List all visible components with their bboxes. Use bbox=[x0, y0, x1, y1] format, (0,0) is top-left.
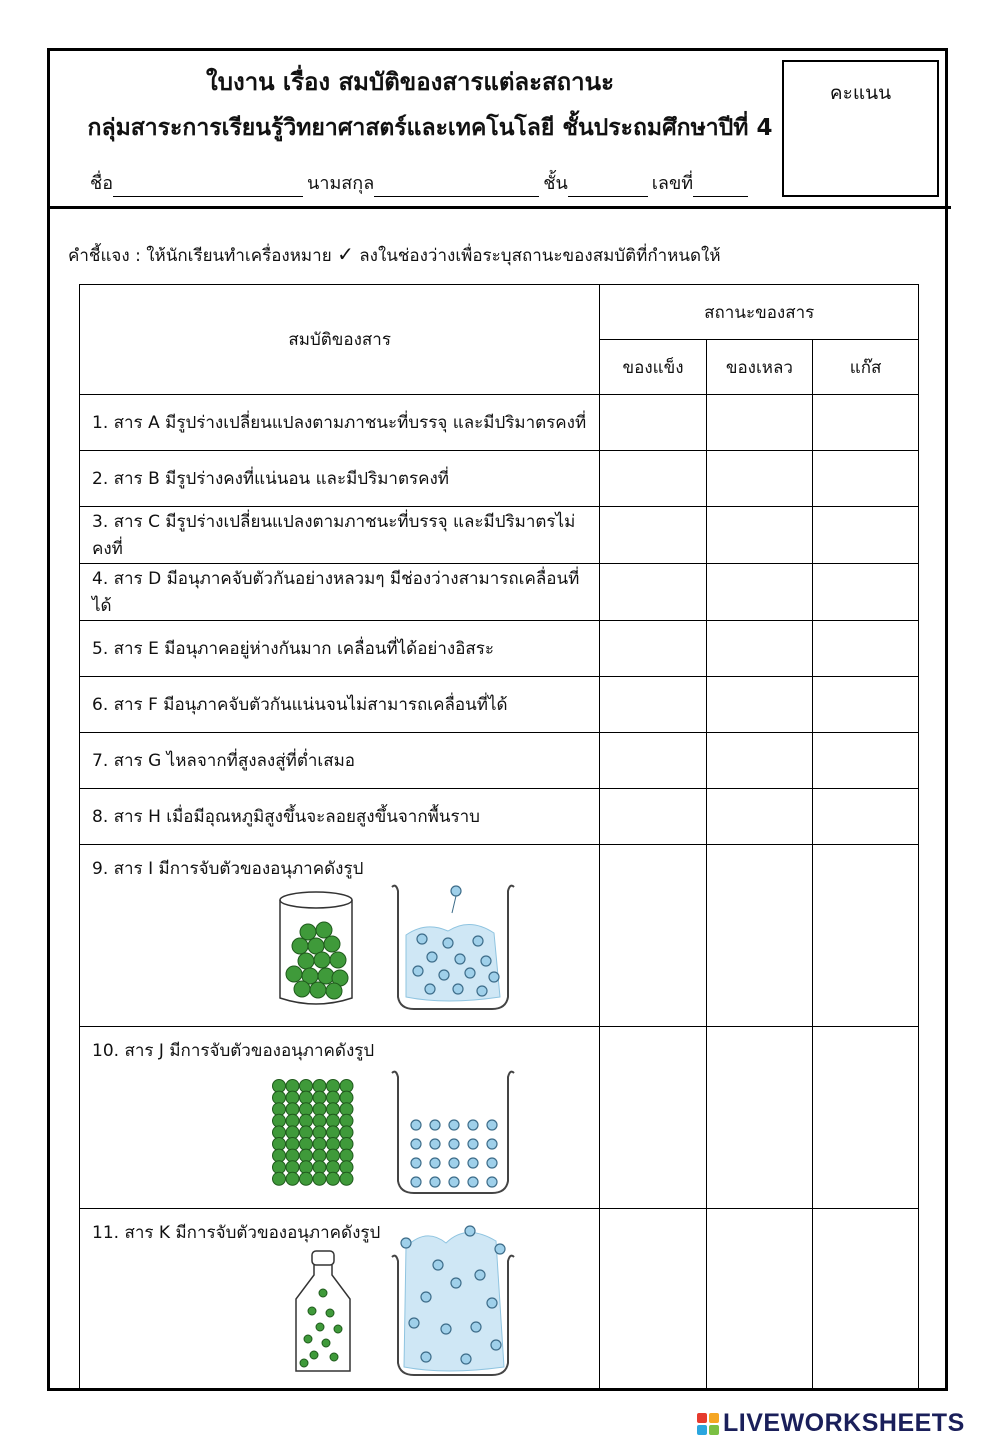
table-row bbox=[80, 564, 919, 621]
solid-particle bbox=[300, 1161, 313, 1174]
row-9-liquid-cell[interactable] bbox=[706, 845, 812, 1027]
solid-particle bbox=[340, 1172, 353, 1185]
liquid-particle bbox=[430, 1177, 440, 1187]
solid-particle bbox=[327, 1126, 340, 1139]
liquid-particle bbox=[468, 1177, 478, 1187]
solid-particle bbox=[313, 1091, 326, 1104]
table-row bbox=[80, 677, 919, 733]
row-10-text: 10. สาร J มีการจับตัวของอนุภาคดังรูป bbox=[92, 1041, 375, 1061]
row-3-gas-cell[interactable] bbox=[813, 507, 919, 564]
row-9-solid-cell[interactable] bbox=[600, 845, 706, 1027]
liquid-particle bbox=[487, 1158, 497, 1168]
solid-particle bbox=[327, 1172, 340, 1185]
score-box[interactable] bbox=[782, 60, 939, 197]
row-8-gas-cell[interactable] bbox=[813, 789, 919, 845]
row-2-liquid-cell[interactable] bbox=[706, 451, 812, 507]
solid-particle bbox=[340, 1138, 353, 1151]
solid-particle bbox=[313, 1161, 326, 1174]
jar-loose-particles-image bbox=[276, 890, 356, 1008]
table-row bbox=[80, 789, 919, 845]
solid-particle bbox=[273, 1126, 286, 1139]
table-row bbox=[80, 1027, 919, 1209]
solid-particle bbox=[273, 1149, 286, 1162]
class-label: ชั้น bbox=[543, 173, 568, 194]
number-label: เลขที่ bbox=[651, 173, 694, 194]
gas-header: แก๊ส bbox=[813, 340, 919, 395]
header-divider bbox=[47, 206, 951, 209]
solid-particle bbox=[313, 1126, 326, 1139]
student-info-fields bbox=[90, 168, 752, 197]
row-6-text: 6. สาร F มีอนุภาคจับตัวกันแน่นจนไม่สามารถเคลื่อนที่ได้ bbox=[80, 677, 600, 733]
row-5-solid-cell[interactable] bbox=[600, 621, 706, 677]
solid-particle bbox=[327, 1138, 340, 1151]
liquid-particle bbox=[487, 1120, 497, 1130]
worksheet-title: ใบงาน เรื่อง สมบัติของสารแต่ละสถานะ bbox=[206, 68, 614, 96]
liquid-particle bbox=[411, 1177, 421, 1187]
solid-particle bbox=[313, 1172, 326, 1185]
liquid-particle bbox=[430, 1158, 440, 1168]
table-row bbox=[80, 733, 919, 789]
row-3-solid-cell[interactable] bbox=[600, 507, 706, 564]
row-6-solid-cell[interactable] bbox=[600, 677, 706, 733]
liquid-particle bbox=[449, 1177, 459, 1187]
solid-particle bbox=[286, 1103, 299, 1116]
row-1-text: 1. สาร A มีรูปร่างเปลี่ยนแปลงตามภาชนะที่บรรจุ และมีปริมาตรคงที่ bbox=[80, 395, 600, 451]
liquid-particle bbox=[449, 1158, 459, 1168]
row-4-text: 4. สาร D มีอนุภาคจับตัวกันอย่างหลวมๆ มีช่องว่างสามารถเคลื่อนที่ได้ bbox=[80, 564, 600, 621]
solid-particle bbox=[340, 1114, 353, 1127]
solid-particle bbox=[273, 1161, 286, 1174]
solid-particle bbox=[273, 1080, 286, 1093]
state-header: สถานะของสาร bbox=[600, 285, 919, 340]
worksheet-subtitle: กลุ่มสาระการเรียนรู้วิทยาศาสตร์และเทคโนโลยี ชั้นประถมศึกษาปีที่ 4 bbox=[87, 115, 773, 141]
table-row bbox=[80, 395, 919, 451]
table-row bbox=[80, 621, 919, 677]
liquid-particle bbox=[468, 1139, 478, 1149]
solid-particle bbox=[273, 1138, 286, 1151]
liquid-particle bbox=[411, 1120, 421, 1130]
liquid-particle bbox=[449, 1139, 459, 1149]
solid-particle bbox=[300, 1138, 313, 1151]
solid-header: ของแข็ง bbox=[600, 340, 706, 395]
name-label: ชื่อ bbox=[90, 173, 114, 194]
liquid-particle bbox=[430, 1120, 440, 1130]
liquid-particle bbox=[430, 1139, 440, 1149]
row-11-solid-cell[interactable] bbox=[600, 1209, 706, 1391]
row-2-gas-cell[interactable] bbox=[813, 451, 919, 507]
row-4-liquid-cell[interactable] bbox=[706, 564, 812, 621]
class-field[interactable] bbox=[568, 178, 648, 197]
solid-particle bbox=[340, 1080, 353, 1093]
solid-particle bbox=[340, 1126, 353, 1139]
solid-particle bbox=[300, 1149, 313, 1162]
solid-particle bbox=[300, 1080, 313, 1093]
liquid-particle bbox=[487, 1139, 497, 1149]
instruction-text-before: คำชี้แจง : ให้นักเรียนทำเครื่องหมาย bbox=[68, 246, 332, 266]
solid-particle bbox=[286, 1138, 299, 1151]
solid-particle bbox=[313, 1103, 326, 1116]
solid-particle bbox=[327, 1114, 340, 1127]
solid-particle bbox=[286, 1149, 299, 1162]
row-5-gas-cell[interactable] bbox=[813, 621, 919, 677]
liquid-particle bbox=[449, 1120, 459, 1130]
table-row bbox=[80, 507, 919, 564]
solid-particle bbox=[340, 1103, 353, 1116]
bottle-particles-image bbox=[290, 1249, 356, 1375]
solid-particle bbox=[327, 1080, 340, 1093]
liquid-header: ของเหลว bbox=[706, 340, 812, 395]
row-11-gas-cell[interactable] bbox=[813, 1209, 919, 1391]
beaker-ordered-particles-image bbox=[386, 1063, 520, 1197]
solid-particle bbox=[313, 1114, 326, 1127]
surname-field[interactable] bbox=[374, 178, 539, 197]
packed-solid-particles-image bbox=[272, 1079, 354, 1187]
table-row bbox=[80, 1209, 919, 1391]
solid-particle bbox=[313, 1080, 326, 1093]
row-6-liquid-cell[interactable] bbox=[706, 677, 812, 733]
row-7-text: 7. สาร G ไหลจากที่สูงลงสู่ที่ต่ำเสมอ bbox=[80, 733, 600, 789]
row-5-text: 5. สาร E มีอนุภาคอยู่ห่างกันมาก เคลื่อนที่ได้อย่างอิสระ bbox=[80, 621, 600, 677]
row-3-text: 3. สาร C มีรูปร่างเปลี่ยนแปลงตามภาชนะที่บรรจุ และมีปริมาตรไม่คงที่ bbox=[80, 507, 600, 564]
row-8-liquid-cell[interactable] bbox=[706, 789, 812, 845]
row-2-text: 2. สาร B มีรูปร่างคงที่แน่นอน และมีปริมาตรคงที่ bbox=[80, 451, 600, 507]
row-1-gas-cell[interactable] bbox=[813, 395, 919, 451]
solid-particle bbox=[327, 1149, 340, 1162]
solid-particle bbox=[300, 1172, 313, 1185]
solid-particle bbox=[327, 1161, 340, 1174]
solid-particle bbox=[300, 1103, 313, 1116]
liquid-particle bbox=[411, 1139, 421, 1149]
row-8-solid-cell[interactable] bbox=[600, 789, 706, 845]
instruction bbox=[68, 242, 721, 269]
properties-table bbox=[79, 284, 919, 1391]
row-4-gas-cell[interactable] bbox=[813, 564, 919, 621]
solid-particle bbox=[286, 1091, 299, 1104]
solid-particle bbox=[327, 1103, 340, 1116]
solid-particle bbox=[273, 1091, 286, 1104]
brand-text: LIVEWORKSHEETS bbox=[723, 1409, 965, 1437]
solid-particle bbox=[300, 1091, 313, 1104]
liveworksheets-logo bbox=[697, 1409, 965, 1438]
row-1-liquid-cell[interactable] bbox=[706, 395, 812, 451]
liquid-particle bbox=[468, 1158, 478, 1168]
row-6-gas-cell[interactable] bbox=[813, 677, 919, 733]
solid-particle bbox=[327, 1091, 340, 1104]
row-7-gas-cell[interactable] bbox=[813, 733, 919, 789]
solid-particle bbox=[340, 1091, 353, 1104]
solid-particle bbox=[273, 1114, 286, 1127]
table-row bbox=[80, 451, 919, 507]
solid-particle bbox=[273, 1172, 286, 1185]
solid-particle bbox=[286, 1161, 299, 1174]
row-10-liquid-cell[interactable] bbox=[706, 1027, 812, 1209]
row-10-gas-cell[interactable] bbox=[813, 1027, 919, 1209]
property-header: สมบัติของสาร bbox=[80, 285, 600, 395]
liquid-particle bbox=[411, 1158, 421, 1168]
row-3-liquid-cell[interactable] bbox=[706, 507, 812, 564]
solid-particle bbox=[286, 1080, 299, 1093]
row-4-solid-cell[interactable] bbox=[600, 564, 706, 621]
row-8-text: 8. สาร H เมื่อมีอุณหภูมิสูงขึ้นจะลอยสูงขึ้นจากพื้นราบ bbox=[80, 789, 600, 845]
row-7-solid-cell[interactable] bbox=[600, 733, 706, 789]
instruction-text-after: ลงในช่องว่างเพื่อระบุสถานะของสมบัติที่กำหนดให้ bbox=[359, 246, 721, 266]
check-mark-icon: ✓ bbox=[337, 242, 354, 266]
solid-particle bbox=[300, 1126, 313, 1139]
row-11-liquid-cell[interactable] bbox=[706, 1209, 812, 1391]
solid-particle bbox=[273, 1103, 286, 1116]
beaker-gas-particles-image bbox=[386, 1217, 520, 1379]
liquid-particle bbox=[468, 1120, 478, 1130]
number-field[interactable] bbox=[693, 178, 748, 197]
solid-particle bbox=[286, 1126, 299, 1139]
table-row bbox=[80, 845, 919, 1027]
name-field[interactable] bbox=[113, 178, 303, 197]
row-7-liquid-cell[interactable] bbox=[706, 733, 812, 789]
row-2-solid-cell[interactable] bbox=[600, 451, 706, 507]
row-9-gas-cell[interactable] bbox=[813, 845, 919, 1027]
beaker-liquid-particles-image bbox=[386, 877, 520, 1015]
row-10-solid-cell[interactable] bbox=[600, 1027, 706, 1209]
solid-particle bbox=[313, 1138, 326, 1151]
solid-particle bbox=[340, 1161, 353, 1174]
row-5-liquid-cell[interactable] bbox=[706, 621, 812, 677]
logo-squares-icon bbox=[697, 1413, 719, 1435]
row-1-solid-cell[interactable] bbox=[600, 395, 706, 451]
solid-particle bbox=[286, 1172, 299, 1185]
surname-label: นามสกุล bbox=[307, 173, 375, 194]
solid-particle bbox=[286, 1114, 299, 1127]
row-9-text: 9. สาร I มีการจับตัวของอนุภาคดังรูป bbox=[92, 859, 364, 879]
solid-particle bbox=[340, 1149, 353, 1162]
solid-particle bbox=[300, 1114, 313, 1127]
score-label: คะแนน bbox=[829, 82, 892, 104]
solid-particle bbox=[313, 1149, 326, 1162]
row-11-text: 11. สาร K มีการจับตัวของอนุภาคดังรูป bbox=[92, 1223, 381, 1243]
liquid-particle bbox=[487, 1177, 497, 1187]
